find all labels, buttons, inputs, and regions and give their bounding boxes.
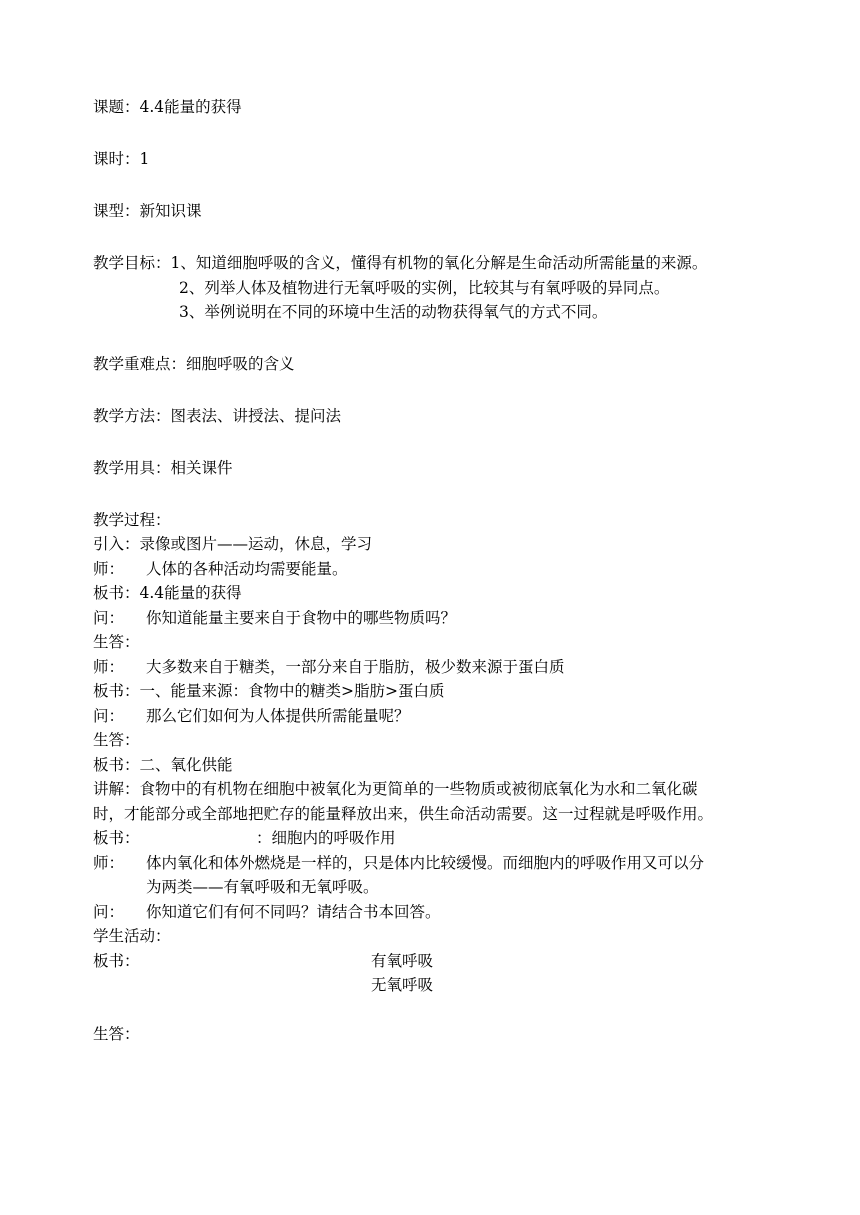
board-label-4: 板书： [93, 829, 140, 847]
ask-label-1: 问： [93, 609, 125, 627]
board-item-anaerobic: 无氧呼吸 [371, 976, 434, 994]
lecture-line-2: 时，才能部分或全部地把贮存的能量释放出来，供生命活动需要。这一过程就是呼吸作用。 [93, 805, 714, 823]
teaching-method: 教学方法：图表法、讲授法、提问法 [93, 407, 342, 425]
student-answer-1: 生答： [93, 633, 140, 651]
process-title: 教学过程： [93, 511, 171, 529]
student-answer-3: 生答： [93, 1025, 140, 1043]
teacher-text-3-line-1: 体内氧化和体外燃烧是一样的，只是体内比较缓慢。而细胞内的呼吸作用又可以分 [146, 854, 705, 872]
board-item-aerobic: 有氧呼吸 [371, 952, 434, 970]
teacher-text-1: 人体的各种活动均需要能量。 [146, 560, 348, 578]
lesson-period: 课时：1 [93, 150, 150, 168]
board-text-4: ：细胞内的呼吸作用 [256, 829, 396, 847]
student-answer-2: 生答： [93, 731, 140, 749]
board-line-1: 板书：4.4能量的获得 [93, 584, 242, 602]
teacher-label-2: 师： [93, 658, 125, 676]
ask-label-2: 问： [93, 707, 125, 725]
goal-item-3: 3、举例说明在不同的环境中生活的动物获得氧气的方式不同。 [179, 303, 608, 321]
ask-text-3: 你知道它们有何不同吗？请结合书本回答。 [146, 903, 441, 921]
board-label-5: 板书： [93, 952, 140, 970]
student-activity: 学生活动： [93, 927, 171, 945]
intro-line: 引入：录像或图片——运动，休息，学习 [93, 535, 373, 553]
lesson-type: 课型：新知识课 [93, 202, 202, 220]
board-line-2: 板书：一、能量来源：食物中的糖类>脂肪>蛋白质 [93, 682, 445, 700]
lesson-topic: 课题：4.4能量的获得 [93, 98, 242, 116]
ask-label-3: 问： [93, 903, 125, 921]
goals-label: 教学目标： [93, 254, 171, 272]
lecture-line-1: 讲解：食物中的有机物在细胞中被氧化为更简单的一些物质或被彻底氧化为水和二氧化碳 [93, 780, 698, 798]
board-line-3: 板书：二、氧化供能 [93, 756, 233, 774]
teacher-text-3-line-2: 为两类——有氧呼吸和无氧呼吸。 [146, 878, 379, 896]
ask-text-2: 那么它们如何为人体提供所需能量呢？ [146, 707, 410, 725]
key-point: 教学重难点：细胞呼吸的含义 [93, 355, 295, 373]
ask-text-1: 你知道能量主要来自于食物中的哪些物质吗？ [146, 609, 457, 627]
teacher-label-3: 师： [93, 854, 125, 872]
goal-item-2: 2、列举人体及植物进行无氧呼吸的实例，比较其与有氧呼吸的异同点。 [179, 279, 670, 297]
teacher-text-2: 大多数来自于糖类，一部分来自于脂肪，极少数来源于蛋白质 [146, 658, 565, 676]
teaching-tools: 教学用具：相关课件 [93, 459, 233, 477]
goal-item-1: 1、知道细胞呼吸的含义，懂得有机物的氧化分解是生命活动所需能量的来源。 [170, 254, 708, 272]
goals-label-line [93, 252, 707, 274]
teacher-label-1: 师： [93, 560, 125, 578]
